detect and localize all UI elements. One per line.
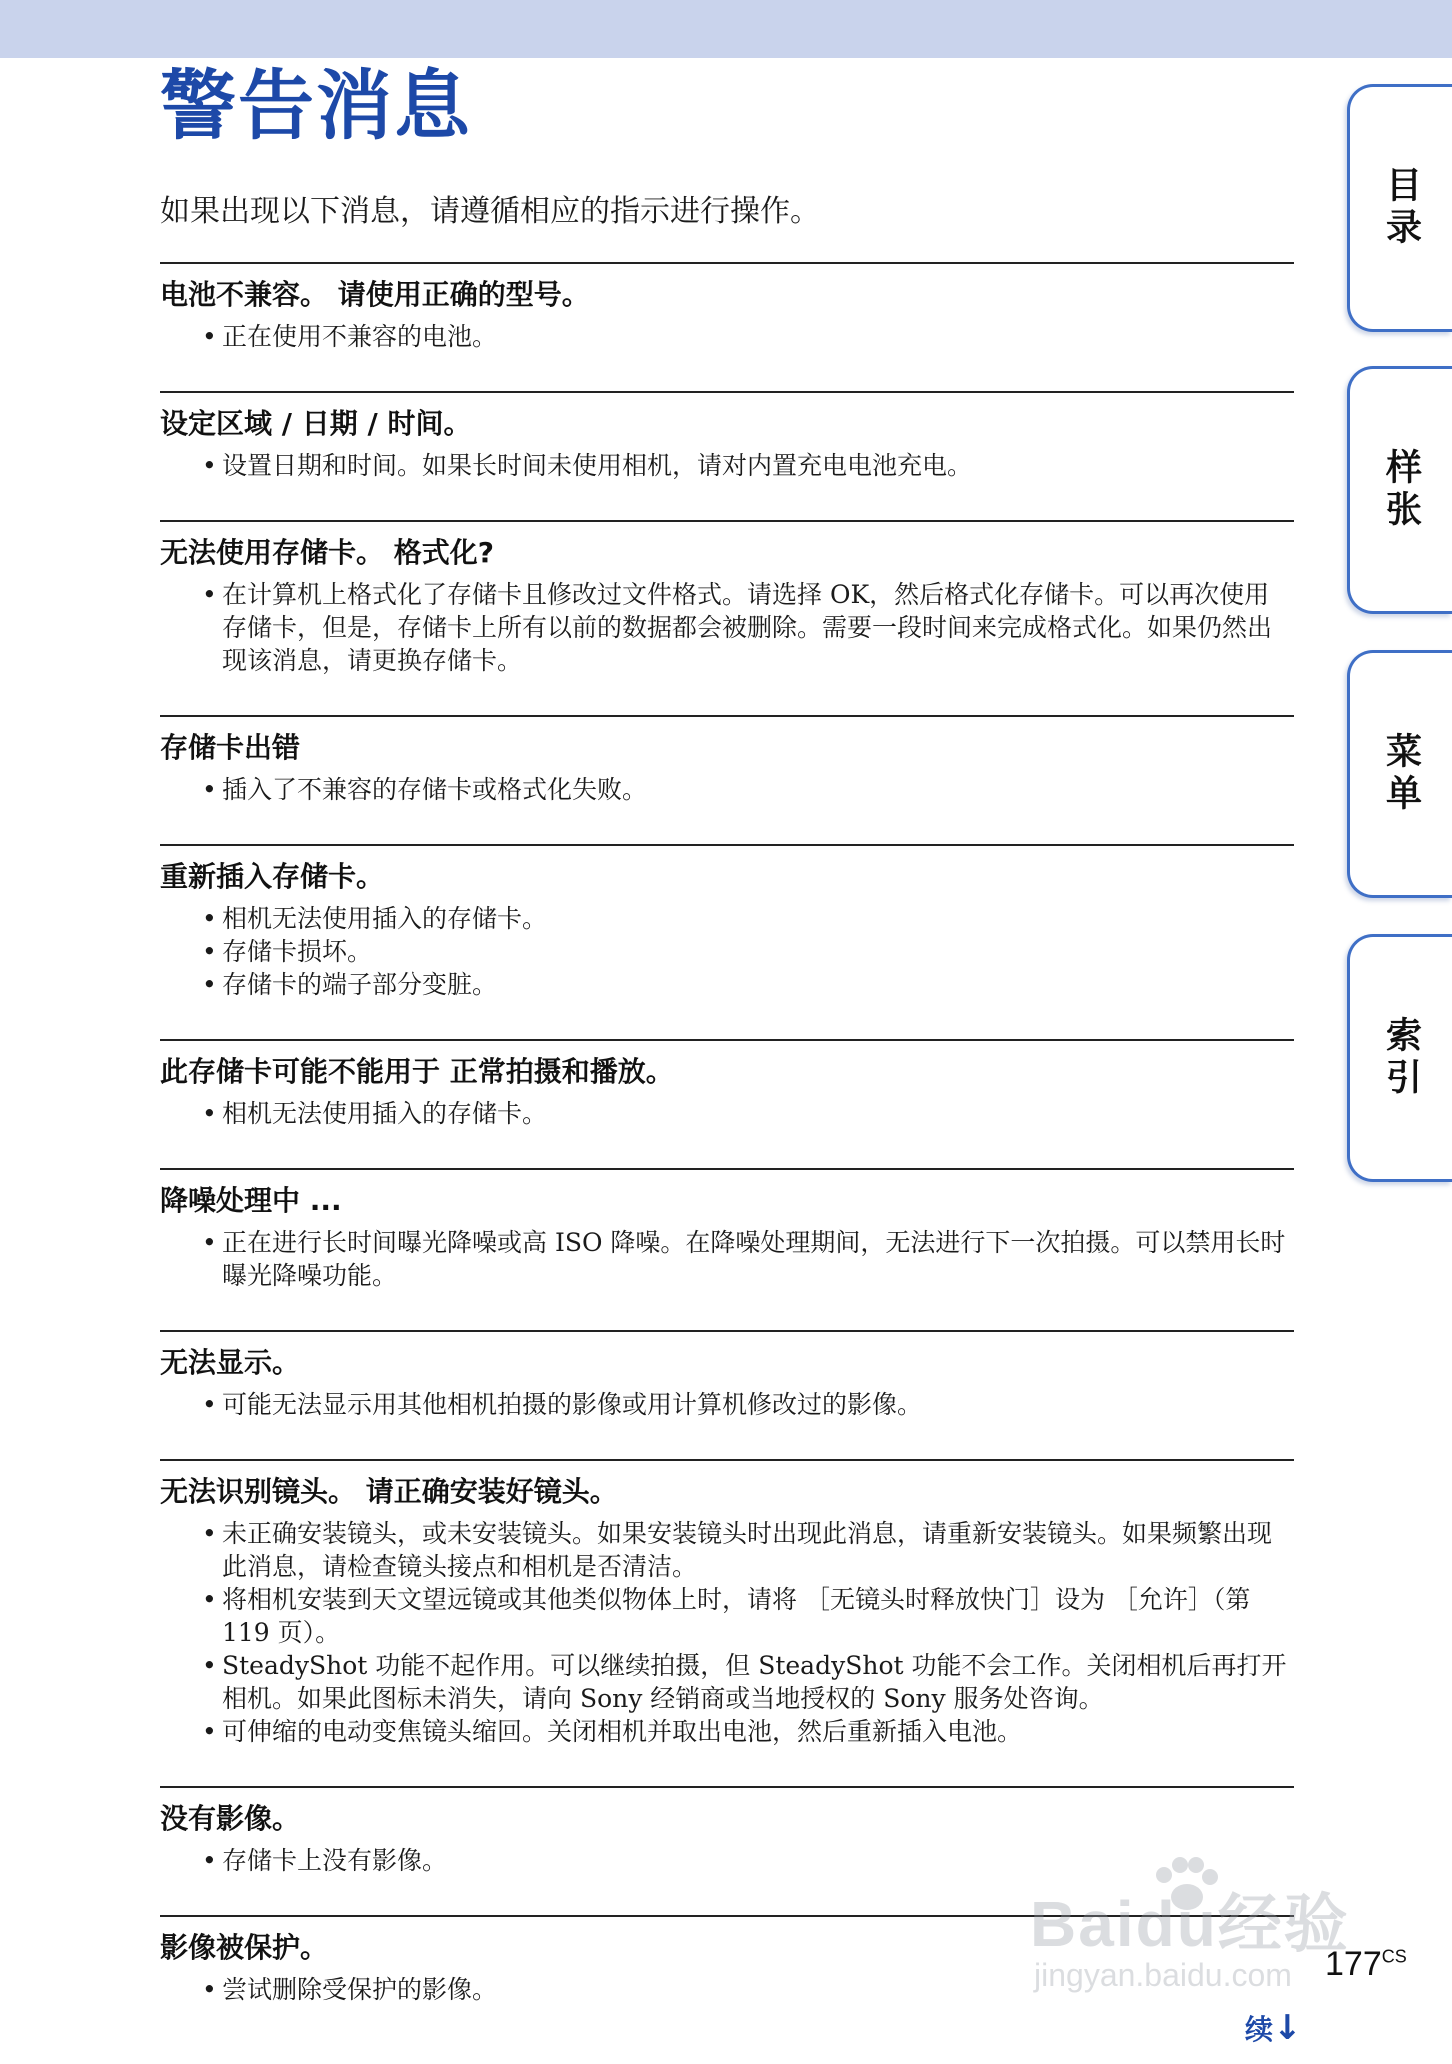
arrow-down-icon: ↓ — [1273, 2008, 1302, 2048]
message-section — [160, 1330, 1294, 1459]
message-section — [160, 844, 1294, 1039]
message-items — [160, 902, 1294, 1001]
watermark-main: Baidu经验 — [1030, 1888, 1350, 1960]
message-item: • 存储卡上没有影像。 — [202, 1844, 1294, 1877]
page-number — [1325, 1945, 1407, 1984]
message-section — [160, 1168, 1294, 1330]
message-title: 降噪处理中 ... — [160, 1184, 342, 1217]
message-items — [160, 1226, 1294, 1292]
tab-samples-label: 样张 — [1380, 448, 1422, 532]
message-item: • 可能无法显示用其他相机拍摄的影像或用计算机修改过的影像。 — [202, 1388, 1294, 1421]
page-number-suffix: CS — [1381, 1946, 1407, 1967]
tab-contents-label: 目录 — [1380, 166, 1422, 250]
message-item: • SteadyShot 功能不起作用。可以继续拍摄，但 SteadyShot 功能不会工作。关闭相机后再打开相机。如果此图标未消失，请向 Sony 经销商或当地授权的 Sony 服务处咨询。 — [202, 1649, 1294, 1715]
message-title: 设定区域 / 日期 / 时间。 — [160, 407, 472, 440]
continued-label: 续 — [1245, 2013, 1274, 2046]
intro-text: 如果出现以下消息，请遵循相应的指示进行操作。 — [160, 194, 820, 229]
message-title: 无法显示。 — [160, 1346, 301, 1379]
message-item: • 可伸缩的电动变焦镜头缩回。关闭相机并取出电池，然后重新插入电池。 — [202, 1715, 1294, 1748]
message-title: 重新插入存储卡。 — [160, 860, 385, 893]
watermark-sub: jingyan.baidu.com — [1034, 1957, 1292, 1993]
message-title: 存储卡出错 — [160, 731, 301, 764]
message-title: 无法使用存储卡。 格式化? — [160, 536, 494, 569]
message-title: 无法识别镜头。 请正确安装好镜头。 — [160, 1475, 618, 1508]
tab-contents[interactable] — [1347, 84, 1452, 332]
message-title: 电池不兼容。 请使用正确的型号。 — [160, 278, 590, 311]
message-section — [160, 715, 1294, 844]
message-item: • 存储卡的端子部分变脏。 — [202, 968, 1294, 1001]
message-section — [160, 262, 1294, 391]
message-list — [160, 262, 1294, 2044]
page-number-value: 177 — [1325, 1945, 1382, 1983]
tab-menu[interactable] — [1347, 650, 1452, 898]
message-items — [160, 1388, 1294, 1421]
watermark — [1030, 1855, 1370, 2005]
tab-index[interactable] — [1347, 934, 1452, 1182]
message-item: • 设置日期和时间。如果长时间未使用相机，请对内置充电电池充电。 — [202, 449, 1294, 482]
message-item: • 插入了不兼容的存储卡或格式化失败。 — [202, 773, 1294, 806]
message-item: • 在计算机上格式化了存储卡且修改过文件格式。请选择 OK，然后格式化存储卡。可以再次使用存储卡，但是，存储卡上所有以前的数据都会被删除。需要一段时间来完成格式化。如果仍然出现该消息，请更换存储卡。 — [202, 578, 1294, 677]
message-item: • 正在进行长时间曝光降噪或高 ISO 降噪。在降噪处理期间，无法进行下一次拍摄。可以禁用长时曝光降噪功能。 — [202, 1226, 1294, 1292]
message-items — [160, 773, 1294, 806]
message-item: • 正在使用不兼容的电池。 — [202, 320, 1294, 353]
top-band — [0, 0, 1452, 58]
message-title: 此存储卡可能不能用于 正常拍摄和播放。 — [160, 1055, 674, 1088]
message-item: • 未正确安装镜头，或未安装镜头。如果安装镜头时出现此消息，请重新安装镜头。如果频繁出现此消息，请检查镜头接点和相机是否清洁。 — [202, 1517, 1294, 1583]
message-section — [160, 520, 1294, 715]
message-items — [160, 320, 1294, 353]
message-items — [160, 449, 1294, 482]
message-items — [160, 1517, 1294, 1748]
message-section — [160, 1039, 1294, 1168]
message-item: • 相机无法使用插入的存储卡。 — [202, 902, 1294, 935]
message-items — [160, 578, 1294, 677]
continued-link[interactable] — [1245, 2008, 1302, 2048]
message-title: 没有影像。 — [160, 1802, 301, 1835]
message-section — [160, 1459, 1294, 1786]
message-title: 影像被保护。 — [160, 1931, 329, 1964]
tab-index-label: 索引 — [1380, 1016, 1422, 1100]
message-section — [160, 391, 1294, 520]
message-item: • 相机无法使用插入的存储卡。 — [202, 1097, 1294, 1130]
tab-menu-label: 菜单 — [1380, 732, 1422, 816]
message-item: • 存储卡损坏。 — [202, 935, 1294, 968]
page-title: 警告消息 — [160, 61, 472, 150]
message-item: • 尝试删除受保护的影像。 — [202, 1973, 1294, 2006]
message-items — [160, 1097, 1294, 1130]
tab-samples[interactable] — [1347, 366, 1452, 614]
message-item: • 将相机安装到天文望远镜或其他类似物体上时，请将 ［无镜头时释放快门］设为 ［允许］（第 119 页）。 — [202, 1583, 1294, 1649]
